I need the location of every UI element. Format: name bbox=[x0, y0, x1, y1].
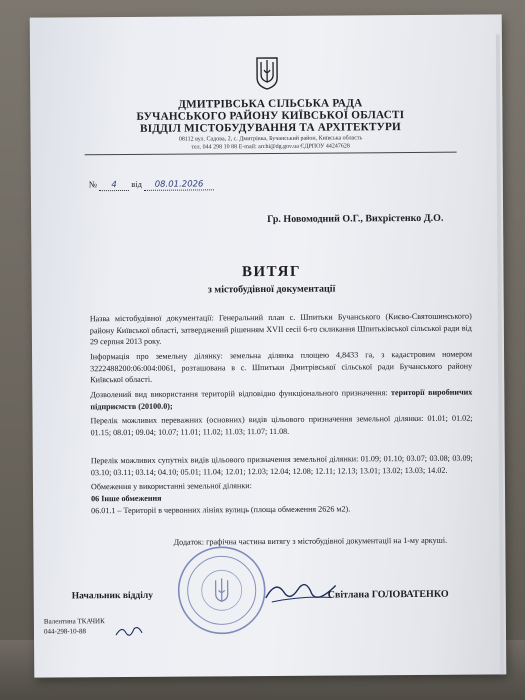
permitted-use-text: Дозволений вид використання територій відповідно функціонального призначення: bbox=[90, 388, 392, 400]
paragraph-restrictions-heading: Обмеження у використанні земельної ділянки: bbox=[90, 481, 252, 492]
ukraine-trident-icon bbox=[254, 56, 280, 90]
document-subtitle: з містобудівної документації bbox=[207, 283, 336, 296]
paragraph-main-uses: Перелік можливих переважних (основних) видів цільового призначення земельної ділянки: 01.01; 01.02; 01.15; 08.01; 09.04; 10.07; 11.01; 11.02; 11.03; 11.07; 11.08. bbox=[90, 413, 473, 437]
address-line2: тел. 044 298 10 88 E-mail: archi@dg.gov.ua ЄДРПОУ 44247628 bbox=[191, 143, 350, 151]
executor-name: Валентина ТКАЧИК bbox=[43, 617, 105, 626]
permitted-use-value: території виробничих підприємств (20100.0); bbox=[90, 387, 473, 411]
document-title: ВИТЯГ bbox=[241, 263, 302, 281]
paragraph-restriction-type: 06 Інше обмеження bbox=[91, 493, 162, 504]
date-field bbox=[144, 178, 214, 190]
round-seal-stamp bbox=[175, 544, 268, 637]
org-name-line3: ВІДДІЛ МІСТОБУДУВАННЯ ТА АРХІТЕКТУРИ bbox=[139, 121, 401, 135]
paragraph-permitted-use bbox=[90, 387, 472, 413]
recipient: Гр. Новомодний О.Г., Вихрістенко Д.О. bbox=[267, 212, 444, 226]
paragraph-restriction-detail: 06.01.1 – Території в червонних лініях вулиць (площа обмеження 2626 м2). bbox=[91, 504, 351, 516]
date-prefix: від bbox=[131, 178, 142, 189]
number-value: 4 bbox=[111, 180, 117, 191]
paragraph-related-uses: Перелік можливих супутніх видів цільового призначення земельної ділянки: 01.09; 01.10; 03.07; 03.08; 03.09; 03.10; 03.11; 03.14; 04.10; 05.01; 11.04; 12.01; 12.03; 12.04; 12.08; 12.11; 12.13; 13.01; 13.02; 13.03; 14.02. bbox=[90, 453, 473, 477]
executor-phone: 044-298-10-88 bbox=[43, 627, 87, 636]
paragraph-plan-name: Назва містобудівної документації: Генеральний план с. Шпитьки Бучанського (Києво-Святошинського) району Київської області, затверджений рішенням XVII сесії 6-го скликання Шпитьківської сільської ради від 29 серпня 2013 року. bbox=[89, 311, 472, 347]
document-number-row bbox=[89, 178, 214, 191]
signer-name: Світлана ГОЛОВАТЕНКО bbox=[327, 588, 449, 601]
header-divider bbox=[85, 152, 457, 156]
date-value: 08.01.2026 bbox=[154, 179, 204, 190]
paragraph-attachment: Додаток: графічна частина витягу з містобудівної документації на 1-му аркуші. bbox=[173, 535, 448, 547]
initials-signature-icon bbox=[114, 623, 144, 639]
org-name-line2: БУЧАНСЬКОГО РАЙОНУ КИЇВСЬКОЇ ОБЛАСТІ bbox=[136, 109, 405, 123]
paragraph-land-info: Інформація про земельну ділянку: земельна ділянка площею 4,8433 га, з кадастровим номером 3222488200:06:004:0061, розташована в с. Шпитьки Дмитрівської сільської ради Бучанського району Київської області. bbox=[90, 349, 473, 385]
document-page bbox=[30, 14, 507, 677]
address-line1: 08112 вул. Садова, 2, с. Дмитрівка, Бучанський район, Київська область bbox=[178, 135, 363, 143]
number-field bbox=[99, 179, 129, 191]
number-prefix: № bbox=[88, 179, 98, 190]
org-name-line1: ДМИТРІВСЬКА СІЛЬСЬКА РАДА bbox=[178, 97, 363, 111]
signer-title: Начальник відділу bbox=[71, 590, 153, 602]
